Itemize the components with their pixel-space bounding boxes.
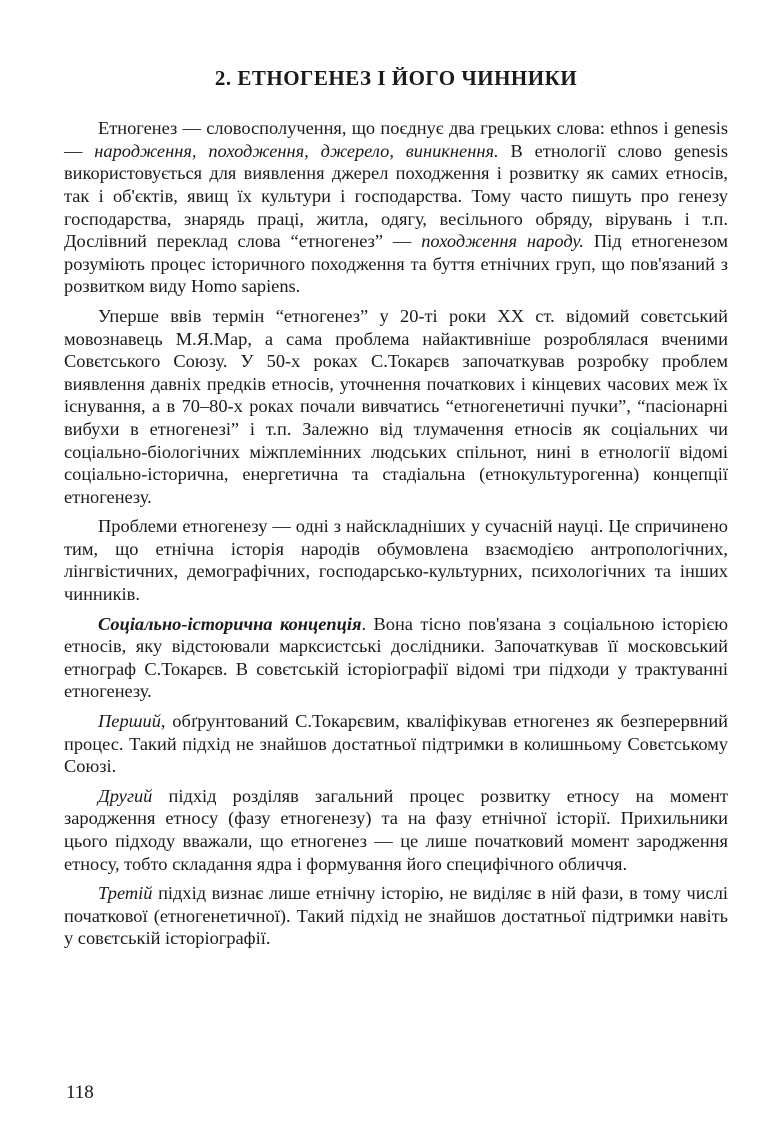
concept-term: Соціально-історична концепція — [98, 613, 362, 634]
paragraph-definition-emphasis-2: походження народу. — [421, 231, 584, 252]
paragraph-problems: Проблеми етногенезу — одні з найскладніших у сучасній науці. Це спричинено тим, що етнічна історія народів обумовлена взаємодією антропологічних, лінгвістичних, демографічних, господарсько-культурних, психологічних та інших чинників. — [64, 516, 728, 605]
paragraph-definition-emphasis-1: народження, походження, джерело, виникнення. — [94, 140, 499, 161]
second-approach-term: Другий — [98, 785, 153, 806]
paragraph-history: Уперше ввів термін “етногенез” у 20-ті роки XX ст. відомий совєтський мовознавець М.Я.Мар, а сама проблема найактивніше розроблялася вченими Совєтського Союзу. У 50-х роках С.Токарєв започаткував розробку проблем виявлення давніх предків етносів, уточнення початкових і кінцевих часових меж їх існування, а в 70–80-х роках почали вивчатись “етногенетичні пучки”, “пасіонарні вибухи в етногенезі” і т.п. Залежно від тлумачення етносів як соціальних чи соціально-біологічних міжплемінних людських спільнот, нині в етнології відомі соціально-історична, енергетична та стадіальна (етнокультурогенна) концепції етногенезу. — [64, 305, 728, 507]
paragraph-definition-text-2: В етнології слово genesis використовується для виявлення джерел походження і розвитку як самих етносів, так і об'єктів, явищ їх культури і господарства. Тому часто пишуть про генезу господарства, знарядь праці, житла, одягу, весільного обряду, вірувань і т.п. Дослівний переклад слова “етногенез” — — [64, 140, 728, 252]
concept-text: . Вона тісно пов'язана з соціальною історією етносів, яку відстоювали марксистські дослідники. Започаткував її московський етнограф С.Токарєв. В совєтській історіографії відомі три підходи у трактуванні етногенезу. — [64, 613, 729, 702]
page-number: 118 — [66, 1082, 94, 1103]
paragraph-third-approach — [64, 882, 728, 950]
first-approach-term: Перший — [98, 711, 161, 732]
paragraph-definition-text-3: Під етногенезом розуміють процес історичного походження та буття етнічних груп, що пов'язаний з розвитком виду Homo sapiens. — [64, 231, 729, 297]
paragraph-definition — [64, 117, 728, 298]
first-approach-text: , обґрунтований С.Токарєвим, кваліфікував етногенез як безперервний процес. Такий підхід не знайшов достатньої підтримки в колишньому Совєтському Союзі. — [64, 711, 728, 777]
second-approach-text: підхід розділяв загальний процес розвитку етносу на момент зародження етносу (фазу етногенезу) та на фазу етнічної історії. Прихильники цього підходу вважали, що етногенез — це лише початковий момент зародження етносу, тобто складання ядра і формування його специфічного обличчя. — [64, 785, 728, 874]
section-heading: 2. ЕТНОГЕНЕЗ І ЙОГО ЧИННИКИ — [214, 66, 578, 90]
paragraph-social-historical-concept — [64, 613, 728, 703]
third-approach-text: підхід визнає лише етнічну історію, не виділяє в ній фази, в тому числі початкової (етногенетичної). Такий підхід не знайшов достатньої підтримки навіть у совєтській історіографії. — [64, 883, 728, 949]
paragraph-definition-text-1: Етногенез — словосполучення, що поєднує два грецьких слова: ethnos і genesis — — [64, 118, 728, 161]
page-body — [64, 66, 728, 957]
third-approach-term: Третій — [98, 883, 153, 904]
paragraph-second-approach — [64, 785, 728, 875]
paragraph-first-approach — [64, 710, 728, 778]
